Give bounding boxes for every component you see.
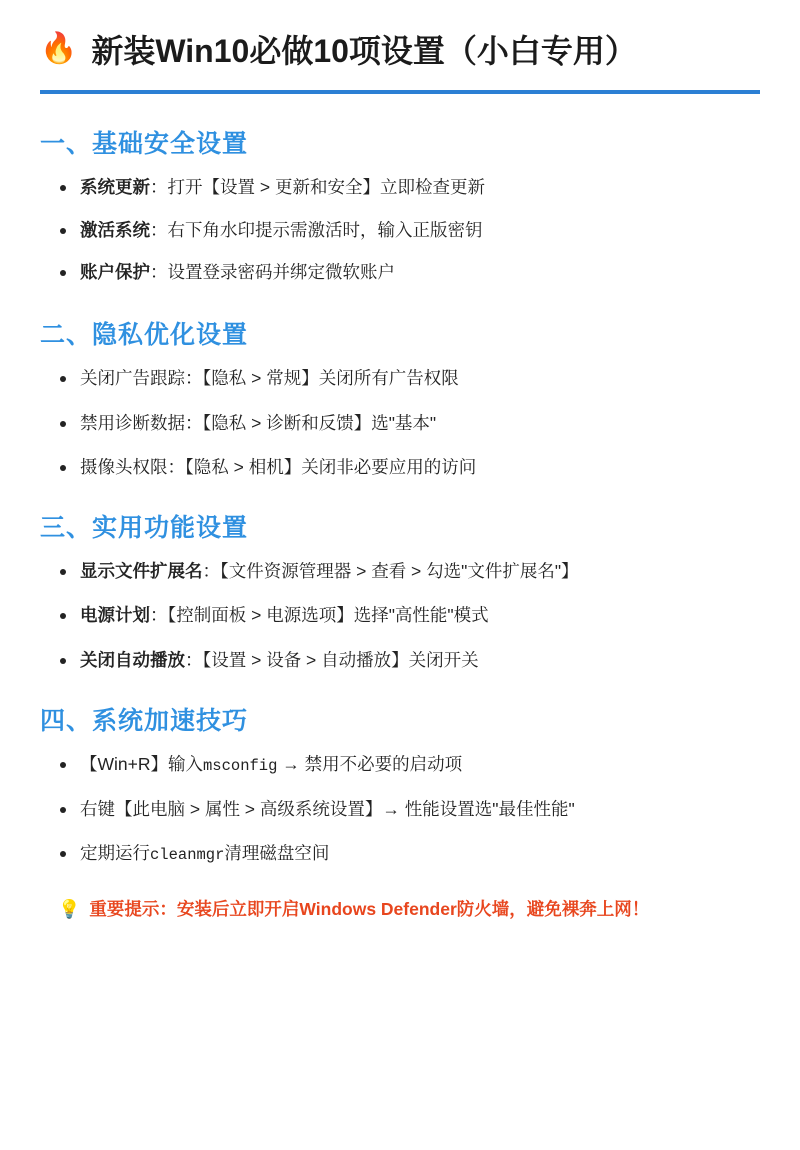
section-title: 三、实用功能设置 [40,513,249,542]
page-title: 新装Win10必做10项设置（小白专用） [91,33,637,69]
section-privacy [40,315,760,480]
section-basic-security [40,124,760,285]
page-title-row [40,26,760,90]
list-item [58,842,760,866]
list-item-text: 【设置 > 设备 > 自动播放】关闭开关 [202,650,479,670]
list-item-code: msconfig [203,756,278,775]
list-item-separator: ： [150,219,168,240]
list-item-text: 禁用诊断数据：【隐私 > 诊断和反馈】选"基本" [80,412,437,433]
list-item-separator: ： [150,262,168,283]
list-item [58,456,760,480]
page-bottom-margin [0,1046,800,1150]
list-item-separator: ： [150,605,168,626]
important-tip-text: 重要提示：安装后立即开启Windows Defender防火墙，避免裸奔上网！ [89,899,650,920]
section-title: 一、基础安全设置 [40,130,249,158]
section-list [40,176,760,285]
list-item [58,261,760,285]
list-item-text: 关闭广告跟踪：【隐私 > 常规】关闭所有广告权限 [80,367,459,388]
section-speedup-tips [40,701,760,866]
section-list [40,560,760,673]
list-item-separator: ： [185,650,203,670]
list-item-label: 关闭自动播放 [80,650,185,670]
list-item-text: 【文件资源管理器 > 查看 > 勾选"文件扩展名"】 [220,560,579,581]
list-item [58,753,760,777]
list-item-text: 设置登录密码并绑定微软账户 [167,262,395,283]
list-item [58,219,760,243]
list-item [58,604,760,628]
list-item-label: 电源计划 [80,605,150,626]
section-list [40,753,760,866]
list-item-text-post: 清理磁盘空间 [224,843,330,864]
section-list [40,367,760,480]
list-item-label: 账户保护 [80,262,150,283]
list-item [58,560,760,584]
flame-icon: 🔥 [40,32,78,65]
list-item-label: 显示文件扩展名 [80,560,203,581]
list-item-text-post: → 禁用不必要的启动项 [277,753,463,774]
list-item-separator: ： [202,560,220,581]
list-item-separator: ： [150,177,168,197]
list-item-label: 系统更新 [80,177,150,197]
list-item-text: 右下角水印提示需激活时，输入正版密钥 [167,219,483,240]
section-useful-features [40,508,760,673]
list-item-text-pre: 【Win+R】输入 [80,753,203,774]
list-item-text: 右键【此电脑 > 属性 > 高级系统设置】→ 性能设置选"最佳性能" [80,798,575,819]
list-item-code: cleanmgr [150,846,225,865]
list-item-label: 激活系统 [80,219,150,240]
list-item [58,367,760,391]
section-title: 二、隐私优化设置 [40,320,249,349]
important-tip [40,890,760,922]
list-item-text: 【控制面板 > 电源选项】选择"高性能"模式 [167,605,489,626]
list-item-text: 摄像头权限：【隐私 > 相机】关闭非必要应用的访问 [80,457,477,478]
list-item-text: 打开【设置 > 更新和安全】立即检查更新 [167,177,485,197]
list-item [58,412,760,436]
list-item [58,176,760,200]
list-item-text-pre: 定期运行 [80,843,150,864]
list-item [58,649,760,673]
section-title: 四、系统加速技巧 [40,706,249,735]
list-item [58,798,760,822]
title-divider [40,90,760,94]
lightbulb-icon: 💡 [58,899,81,920]
